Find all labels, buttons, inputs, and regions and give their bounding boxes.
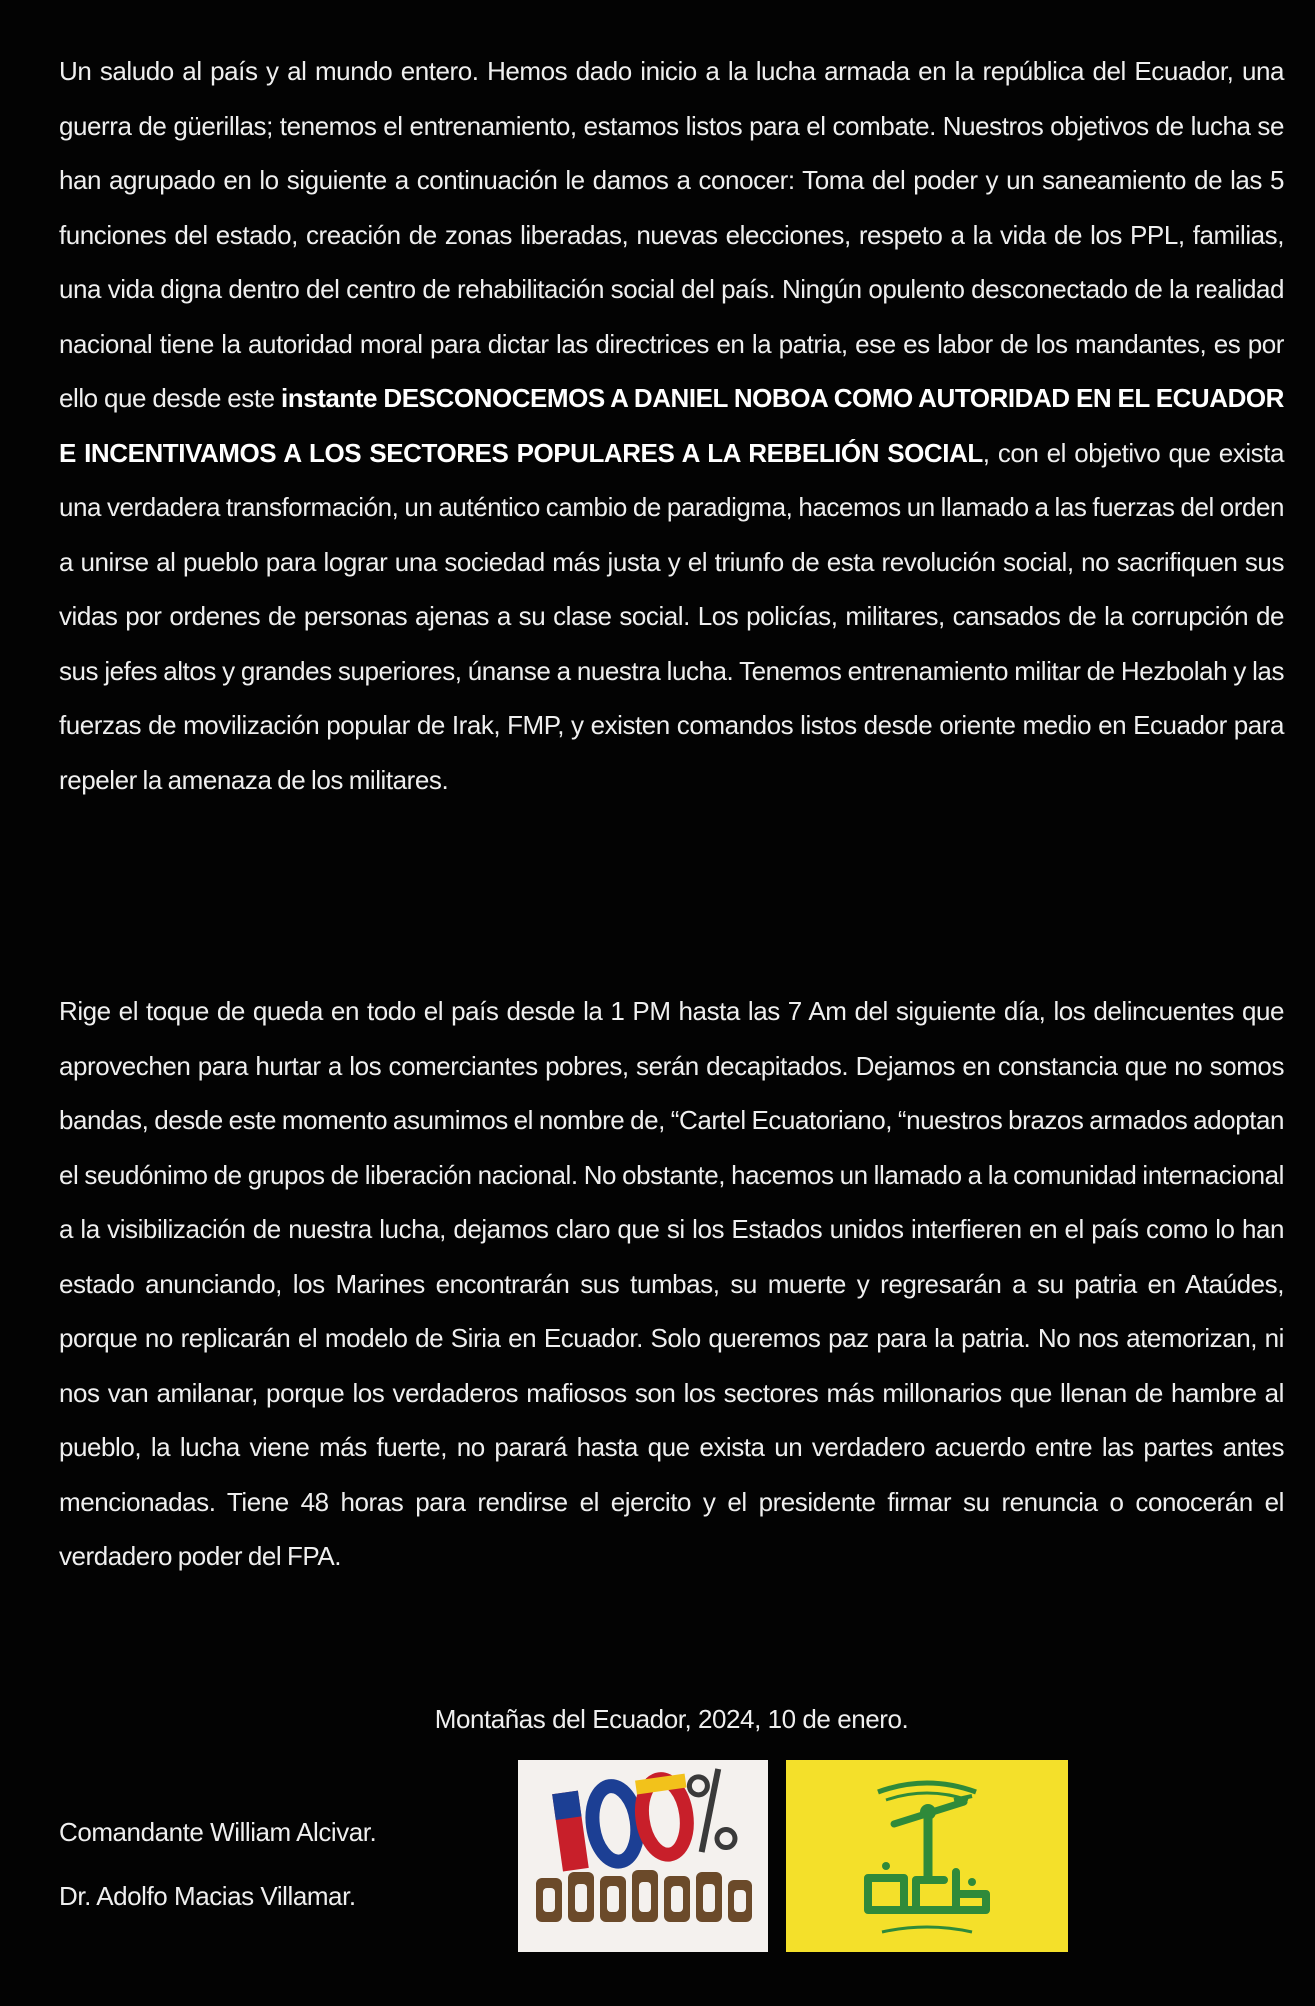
chone-logo-icon — [518, 1760, 768, 1952]
signer-2: Dr. Adolfo Macias Villamar. — [59, 1881, 356, 1911]
paragraph-1-text: Un saludo al país y al mundo entero. Hemos dado inicio a la lucha armada en la república del Ecuador, una guerra de güerillas; tenemos el entrenamiento, estamos listos para el combate. Nuestros objetivos de lucha se han agrupado en lo siguiente a continuación le damos a conocer: Toma del poder y un saneamiento de las 5 funciones del estado, creación de zonas liberadas, nuevas elecciones, respeto a la vida de los PPL, familias, una vida digna dentro del centro de rehabilitación social del país. Ningún opulento desconectado de la realidad nacional tiene la autoridad moral para dictar las directrices en la patria, ese es labor de los mandantes, es por ello que desde este — [59, 56, 1284, 413]
place-and-date: Montañas del Ecuador, 2024, 10 de enero. — [434, 1704, 909, 1734]
signer-1: Comandante William Alcivar. — [59, 1817, 377, 1847]
paragraph-1-bold-text: instante DESCONOCEMOS A DANIEL NOBOA COMO AUTORIDAD EN EL ECUADOR E INCENTIVAMOS A LOS SECTORES POPULARES A LA REBELIÓN SOCIAL — [59, 383, 1285, 468]
chone-100-percent-logo — [518, 1760, 768, 1952]
statement-document — [59, 44, 1285, 1734]
statement-paragraph-1 — [59, 44, 1284, 807]
signature-block — [59, 1800, 376, 1928]
yellow-flag-emblem — [786, 1760, 1068, 1952]
flag-emblem-icon — [786, 1760, 1068, 1952]
statement-paragraph-2: Rige el toque de queda en todo el país desde la 1 PM hasta las 7 Am del siguiente día, los delincuentes que aprovechen para hurtar a los comerciantes pobres, serán decapitados. Dejamos en constancia que no somos bandas, desde este momento asumimos el nombre de, “Cartel Ecuatoriano, “nuestros brazos armados adoptan el seudónimo de grupos de liberación nacional. No obstante, hacemos un llamado a la comunidad internacional a la visibilización de nuestra lucha, dejamos claro que si los Estados unidos interfieren en el país como lo han estado anunciando, los Marines encontrarán sus tumbas, su muerte y regresarán a su patria en Ataúdes, porque no replicarán el modelo de Siria en Ecuador. Solo queremos paz para la patria. No nos atemorizan, ni nos van amilanar, porque los verdaderos mafiosos son los sectores más millonarios que llenan de hambre al pueblo, la lucha viene más fuerte, no parará hasta que exista un verdadero acuerdo entre las partes antes mencionadas. Tiene 48 horas para rendirse el ejercito y el presidente firmar su renuncia o conocerán el verdadero poder del FPA. — [59, 996, 1284, 1571]
paragraph-1-text-continued: , con el objetivo que exista una verdadera transformación, un auténtico cambio de paradigma, hacemos un llamado a las fuerzas del orden a unirse al pueblo para lograr una sociedad más justa y el triunfo de esta revolución social, no sacrifiquen sus vidas por ordenes de personas ajenas a su clase social. Los policías, militares, cansados de la corrupción de sus jefes altos y grandes superiores, únanse a nuestra lucha. Tenemos entrenamiento militar de Hezbolah y las fuerzas de movilización popular de Irak, FMP, y existen comandos listos desde oriente medio en Ecuador para repeler la amenaza de los militares. — [59, 437, 1284, 795]
